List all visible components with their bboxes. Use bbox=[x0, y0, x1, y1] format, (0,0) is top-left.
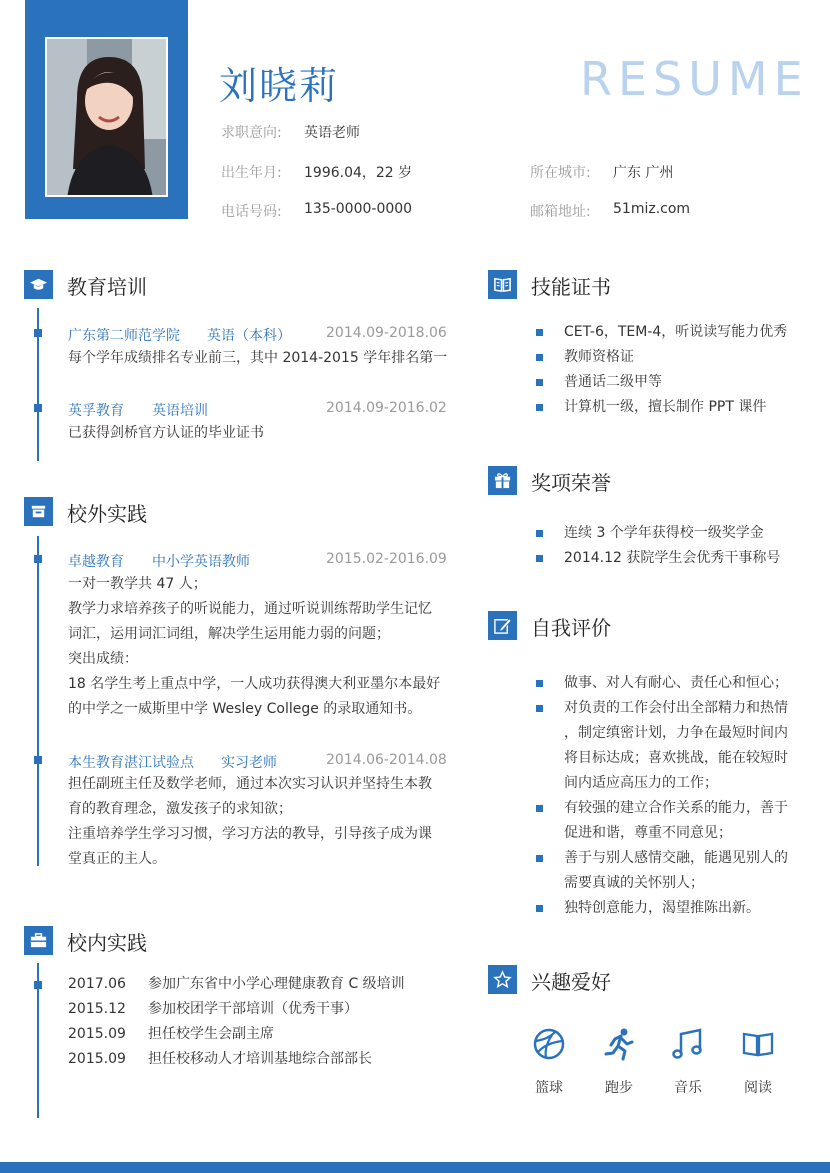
practice-detail-line: 18 名学生考上重点中学，一人成功获得澳大利亚墨尔本最好 bbox=[68, 676, 441, 692]
bullet bbox=[536, 855, 543, 862]
resume-watermark-title: RESUME bbox=[580, 52, 809, 106]
self-eval-line: ，制定缜密计划，力争在最短时间内 bbox=[564, 725, 788, 741]
bottom-accent-bar bbox=[0, 1162, 830, 1173]
inside-item-date: 2015.09 bbox=[68, 1051, 126, 1067]
education-org: 广东第二师范学院 bbox=[68, 328, 180, 344]
photo-frame bbox=[25, 0, 188, 219]
skill-item: 教师资格证 bbox=[564, 349, 634, 365]
bullet bbox=[536, 680, 543, 687]
self-eval-line: 对负责的工作会付出全部精力和热情 bbox=[564, 700, 788, 716]
inside-item-date: 2015.09 bbox=[68, 1026, 126, 1042]
bullet bbox=[536, 404, 543, 411]
email-value: 51miz.com bbox=[613, 201, 691, 217]
timeline-dot bbox=[34, 981, 42, 989]
bullet bbox=[536, 705, 543, 712]
self-eval-line: 将目标达成；喜欢挑战，能在较短时 bbox=[564, 750, 788, 766]
birth-label: 出生年月: bbox=[221, 165, 282, 181]
bullet bbox=[536, 329, 543, 336]
bullet bbox=[536, 530, 543, 537]
hobby-label-reading: 阅读 bbox=[744, 1080, 772, 1096]
practice-date: 2015.02-2016.09 bbox=[326, 551, 447, 567]
timeline-dot bbox=[34, 329, 42, 337]
bullet bbox=[536, 805, 543, 812]
self-eval-line: 善于与别人感情交融，能遇见别人的 bbox=[564, 850, 788, 866]
award-item: 2014.12 获院学生会优秀干事称号 bbox=[564, 550, 781, 566]
hobby-label-music: 音乐 bbox=[674, 1080, 702, 1096]
practice-role: 中小学英语教师 bbox=[152, 554, 250, 570]
education-date: 2014.09-2018.06 bbox=[326, 325, 447, 341]
self-eval-line: 间内适应高压力的工作； bbox=[564, 775, 718, 791]
education-org: 英孚教育 bbox=[68, 403, 124, 419]
education-date: 2014.09-2016.02 bbox=[326, 400, 447, 416]
book-open-icon bbox=[488, 270, 517, 299]
inside-item-text: 担任校学生会副主席 bbox=[148, 1026, 274, 1042]
practice-detail-line: 育的教育理念，激发孩子的求知欲； bbox=[68, 801, 292, 817]
edit-icon bbox=[488, 611, 517, 640]
self-eval-line: 独特创意能力，渴望推陈出新。 bbox=[564, 900, 760, 916]
inside-practice-title: 校内实践 bbox=[67, 931, 147, 955]
music-icon bbox=[671, 1027, 705, 1061]
self-eval-line: 做事、对人有耐心、责任心和恒心； bbox=[564, 675, 788, 691]
bullet bbox=[536, 555, 543, 562]
timeline-dot bbox=[34, 404, 42, 412]
education-role: 英语（本科） bbox=[207, 328, 291, 344]
inside-item-date: 2017.06 bbox=[68, 976, 126, 992]
phone-value: 135-0000-0000 bbox=[304, 201, 413, 217]
job-intent-label: 求职意向: bbox=[221, 125, 282, 141]
skill-item: 计算机一级，擅长制作 PPT 课件 bbox=[564, 399, 767, 415]
self-evaluation-title: 自我评价 bbox=[531, 616, 611, 640]
education-detail: 已获得剑桥官方认证的毕业证书 bbox=[68, 425, 264, 441]
self-eval-line: 有较强的建立合作关系的能力，善于 bbox=[564, 800, 788, 816]
ball-icon bbox=[532, 1027, 566, 1061]
avatar bbox=[45, 37, 168, 197]
graduation-cap-icon bbox=[24, 270, 53, 299]
hobby-label-running: 跑步 bbox=[605, 1080, 633, 1096]
practice-detail-line: 一对一教学共 47 人； bbox=[68, 576, 207, 592]
star-icon bbox=[488, 965, 517, 994]
book-icon bbox=[741, 1027, 775, 1061]
briefcase-icon bbox=[24, 926, 53, 955]
inside-item-text: 参加校团学干部培训（优秀干事） bbox=[148, 1001, 358, 1017]
timeline-dot bbox=[34, 756, 42, 764]
skill-item: 普通话二级甲等 bbox=[564, 374, 662, 390]
practice-detail-line: 注重培养学生学习习惯，学习方法的教导，引导孩子成为课 bbox=[68, 826, 432, 842]
practice-org: 卓越教育 bbox=[68, 554, 124, 570]
city-label: 所在城市: bbox=[530, 165, 591, 181]
outside-practice-title: 校外实践 bbox=[67, 502, 147, 526]
practice-detail-line: 教学力求培养孩子的听说能力，通过听说训练帮助学生记忆 bbox=[68, 601, 432, 617]
practice-detail-line: 词汇，运用词汇词组，解决学生运用能力弱的问题； bbox=[68, 626, 390, 642]
inside-item-date: 2015.12 bbox=[68, 1001, 126, 1017]
running-icon bbox=[602, 1027, 636, 1061]
award-item: 连续 3 个学年获得校一级奖学金 bbox=[564, 525, 764, 541]
hobby-label-basketball: 篮球 bbox=[535, 1080, 563, 1096]
self-eval-line: 促进和谐，尊重不同意见； bbox=[564, 825, 732, 841]
education-role: 英语培训 bbox=[152, 403, 208, 419]
bullet bbox=[536, 905, 543, 912]
education-detail: 每个学年成绩排名专业前三，其中 2014-2015 学年排名第一 bbox=[68, 350, 448, 366]
inside-item-text: 参加广东省中小学心理健康教育 C 级培训 bbox=[148, 976, 405, 992]
timeline-dot bbox=[34, 555, 42, 563]
outside-practice-timeline bbox=[37, 536, 39, 866]
practice-date: 2014.06-2014.08 bbox=[326, 752, 447, 768]
practice-role: 实习老师 bbox=[221, 755, 277, 771]
city-value: 广东 广州 bbox=[613, 165, 674, 181]
education-title: 教育培训 bbox=[67, 275, 147, 299]
self-eval-line: 需要真诚的关怀别人； bbox=[564, 875, 704, 891]
bullet bbox=[536, 379, 543, 386]
practice-detail-line: 突出成绩： bbox=[68, 651, 138, 667]
practice-detail-line: 堂真正的主人。 bbox=[68, 851, 166, 867]
gift-icon bbox=[488, 466, 517, 495]
practice-org: 本生教育湛江试验点 bbox=[68, 755, 194, 771]
inbox-icon bbox=[24, 497, 53, 526]
candidate-name: 刘晓莉 bbox=[219, 64, 340, 108]
phone-label: 电话号码: bbox=[221, 204, 282, 220]
practice-detail-line: 担任副班主任及数学老师，通过本次实习认识并坚持生本教 bbox=[68, 776, 432, 792]
inside-item-text: 担任校移动人才培训基地综合部部长 bbox=[148, 1051, 372, 1067]
hobbies-title: 兴趣爱好 bbox=[531, 970, 611, 994]
awards-title: 奖项荣誉 bbox=[531, 471, 611, 495]
skills-title: 技能证书 bbox=[531, 275, 611, 299]
skill-item: CET-6，TEM-4，听说读写能力优秀 bbox=[564, 324, 788, 340]
birth-value: 1996.04，22 岁 bbox=[304, 165, 413, 181]
practice-detail-line: 的中学之一威斯里中学 Wesley College 的录取通知书。 bbox=[68, 701, 422, 717]
email-label: 邮箱地址: bbox=[530, 204, 591, 220]
job-intent-value: 英语老师 bbox=[304, 125, 360, 141]
bullet bbox=[536, 354, 543, 361]
